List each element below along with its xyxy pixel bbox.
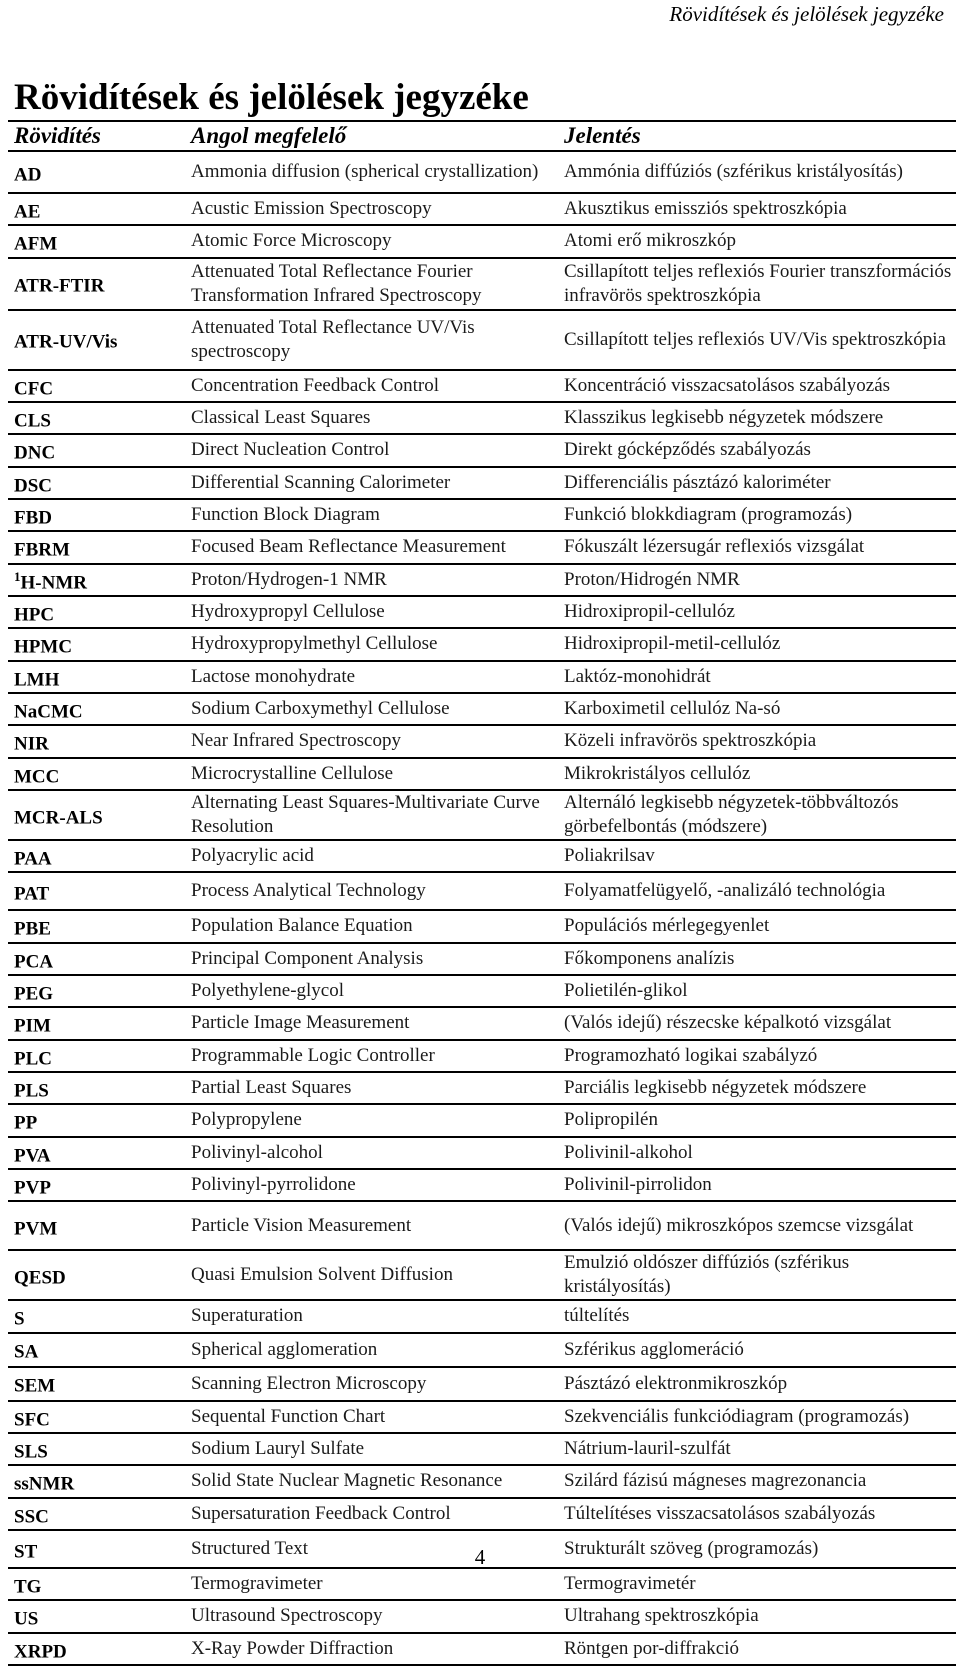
english-term-cell: Spherical agglomeration xyxy=(185,1333,558,1367)
table-row xyxy=(8,310,956,370)
abbreviation-cell xyxy=(8,596,185,628)
meaning-cell: Nátrium-lauril-szulfát xyxy=(558,1433,956,1465)
english-term-cell: Near Infrared Spectroscopy xyxy=(185,725,558,757)
abbreviation-cell xyxy=(8,628,185,660)
meaning-cell: Ammónia diffúziós (szférikus kristályosítás) xyxy=(558,151,956,193)
table-row xyxy=(8,1633,956,1665)
abbreviation-cell xyxy=(8,1367,185,1401)
english-term-cell: Focused Beam Reflectance Measurement xyxy=(185,531,558,563)
table-row xyxy=(8,910,956,942)
table-row xyxy=(8,1137,956,1169)
abbreviation-cell xyxy=(8,310,185,370)
meaning-cell: Főkomponens analízis xyxy=(558,943,956,975)
abbreviation-text: CLS xyxy=(14,410,51,432)
english-term-cell: Scanning Electron Microscopy xyxy=(185,1367,558,1401)
abbreviation-text: SLS xyxy=(14,1441,48,1463)
page-number: 4 xyxy=(474,1545,486,1569)
abbreviation-cell xyxy=(8,1600,185,1632)
table-header xyxy=(8,121,956,151)
english-term-cell: Concentration Feedback Control xyxy=(185,370,558,402)
meaning-cell: Polivinil-pirrolidon xyxy=(558,1169,956,1201)
abbreviation-cell xyxy=(8,370,185,402)
meaning-cell: Szférikus agglomeráció xyxy=(558,1333,956,1367)
abbreviation-text: PVA xyxy=(14,1144,51,1166)
abbreviation-text: ST xyxy=(14,1541,38,1562)
english-term-cell: Supersaturation Feedback Control xyxy=(185,1498,558,1530)
meaning-cell: Mikrokristályos cellulóz xyxy=(558,758,956,790)
abbreviation-text: XRPD xyxy=(14,1640,67,1662)
meaning-cell: Polipropilén xyxy=(558,1104,956,1136)
abbreviation-text: HPMC xyxy=(14,636,73,658)
meaning-cell: Klasszikus legkisebb négyzetek módszere xyxy=(558,402,956,434)
table-row xyxy=(8,370,956,402)
table-row xyxy=(8,1104,956,1136)
english-term-cell: X-Ray Powder Diffraction xyxy=(185,1633,558,1665)
abbreviation-cell xyxy=(8,1568,185,1600)
meaning-cell: Akusztikus emissziós spektroszkópia xyxy=(558,193,956,225)
meaning-cell: (Valós idejű) részecske képalkotó vizsgálat xyxy=(558,1007,956,1039)
abbreviation-cell xyxy=(8,790,185,840)
abbreviation-cell xyxy=(8,193,185,225)
meaning-cell: (Valós idejű) mikroszkópos szemcse vizsgálat xyxy=(558,1201,956,1250)
header-row xyxy=(8,121,956,151)
abbreviation-cell xyxy=(8,1072,185,1104)
english-term-cell: Sodium Carboxymethyl Cellulose xyxy=(185,693,558,725)
meaning-cell: Csillapított teljes reflexiós Fourier transzformációs infravörös spektroszkópia xyxy=(558,258,956,310)
abbreviation-cell xyxy=(8,872,185,910)
table-row xyxy=(8,790,956,840)
abbreviation-cell xyxy=(8,1333,185,1367)
meaning-cell: Koncentráció visszacsatolásos szabályozás xyxy=(558,370,956,402)
meaning-cell: Polietilén-glikol xyxy=(558,975,956,1007)
english-term-cell: Ultrasound Spectroscopy xyxy=(185,1600,558,1632)
abbreviation-text: PVP xyxy=(14,1177,51,1199)
table-row xyxy=(8,725,956,757)
meaning-cell: Hidroxipropil-metil-cellulóz xyxy=(558,628,956,660)
table-row xyxy=(8,225,956,257)
abbreviation-cell xyxy=(8,258,185,310)
abbreviation-cell xyxy=(8,1169,185,1201)
abbreviation-text: MCC xyxy=(14,765,60,787)
column-header-abbreviation: Rövidítés xyxy=(8,121,185,151)
table-row xyxy=(8,193,956,225)
abbreviation-cell xyxy=(8,1104,185,1136)
abbreviation-cell xyxy=(8,434,185,466)
english-term-cell: Polivinyl-alcohol xyxy=(185,1137,558,1169)
meaning-cell: Hidroxipropil-cellulóz xyxy=(558,596,956,628)
abbreviation-cell xyxy=(8,151,185,193)
meaning-cell: Emulzió oldószer diffúziós (szférikus kristályosítás) xyxy=(558,1250,956,1300)
abbreviation-text: ATR-UV/Vis xyxy=(14,331,118,353)
english-term-cell: Termogravimeter xyxy=(185,1568,558,1600)
abbreviation-text: AD xyxy=(14,164,42,186)
table-row xyxy=(8,1250,956,1300)
table-row xyxy=(8,1201,956,1250)
meaning-cell: Ultrahang spektroszkópia xyxy=(558,1600,956,1632)
english-term-cell: Differential Scanning Calorimeter xyxy=(185,467,558,499)
english-term-cell: Attenuated Total Reflectance Fourier Transformation Infrared Spectroscopy xyxy=(185,258,558,310)
abbreviation-text: AFM xyxy=(14,233,58,255)
abbreviation-cell xyxy=(8,225,185,257)
column-header-english: Angol megfelelő xyxy=(185,121,558,151)
table-row xyxy=(8,693,956,725)
table-row xyxy=(8,1498,956,1530)
abbreviation-text: ATR-FTIR xyxy=(14,275,105,297)
english-term-cell: Attenuated Total Reflectance UV/Vis spectroscopy xyxy=(185,310,558,370)
table-row xyxy=(8,872,956,910)
table-body xyxy=(8,151,956,1665)
english-term-cell: Atomic Force Microscopy xyxy=(185,225,558,257)
meaning-cell: Csillapított teljes reflexiós UV/Vis spektroszkópia xyxy=(558,310,956,370)
table-row xyxy=(8,402,956,434)
table-row xyxy=(8,1433,956,1465)
abbreviation-text: PIM xyxy=(14,1015,51,1037)
english-term-cell: Microcrystalline Cellulose xyxy=(185,758,558,790)
abbreviation-cell xyxy=(8,1465,185,1497)
abbreviation-cell xyxy=(8,402,185,434)
table-row xyxy=(8,661,956,693)
table-row xyxy=(8,1333,956,1367)
table-row xyxy=(8,1072,956,1104)
english-term-cell: Proton/Hydrogen-1 NMR xyxy=(185,564,558,596)
meaning-cell: Parciális legkisebb négyzetek módszere xyxy=(558,1072,956,1104)
table-row xyxy=(8,499,956,531)
meaning-cell: Röntgen por-diffrakció xyxy=(558,1633,956,1665)
english-term-cell: Ammonia diffusion (spherical crystallization) xyxy=(185,151,558,193)
abbreviation-cell xyxy=(8,1007,185,1039)
abbreviation-cell xyxy=(8,1300,185,1332)
abbreviation-cell xyxy=(8,725,185,757)
abbreviation-cell xyxy=(8,1137,185,1169)
abbreviation-text: PCA xyxy=(14,950,54,972)
english-term-cell: Sodium Lauryl Sulfate xyxy=(185,1433,558,1465)
abbreviation-cell xyxy=(8,910,185,942)
english-term-cell: Polypropylene xyxy=(185,1104,558,1136)
abbreviation-text: MCR-ALS xyxy=(14,807,103,829)
abbreviation-cell xyxy=(8,758,185,790)
meaning-cell: túltelítés xyxy=(558,1300,956,1332)
meaning-cell: Szilárd fázisú mágneses magrezonancia xyxy=(558,1465,956,1497)
abbreviation-text: H-NMR xyxy=(20,571,87,593)
meaning-cell: Közeli infravörös spektroszkópia xyxy=(558,725,956,757)
english-term-cell: Structured Text xyxy=(185,1530,558,1568)
table-row xyxy=(8,628,956,660)
abbreviation-text: AE xyxy=(14,201,41,223)
table-row xyxy=(8,1465,956,1497)
english-term-cell: Population Balance Equation xyxy=(185,910,558,942)
english-term-cell: Polivinyl-pyrrolidone xyxy=(185,1169,558,1201)
table-row xyxy=(8,151,956,193)
table-row xyxy=(8,943,956,975)
table-row xyxy=(8,1568,956,1600)
abbreviation-cell xyxy=(8,1498,185,1530)
english-term-cell: Partial Least Squares xyxy=(185,1072,558,1104)
meaning-cell: Populációs mérlegegyenlet xyxy=(558,910,956,942)
meaning-cell: Poliakrilsav xyxy=(558,840,956,872)
abbreviation-text: SA xyxy=(14,1341,39,1363)
abbreviation-cell xyxy=(8,467,185,499)
meaning-cell: Laktóz-monohidrát xyxy=(558,661,956,693)
english-term-cell: Particle Image Measurement xyxy=(185,1007,558,1039)
abbreviation-text: SEM xyxy=(14,1375,56,1397)
meaning-cell: Differenciális pásztázó kaloriméter xyxy=(558,467,956,499)
english-term-cell: Solid State Nuclear Magnetic Resonance xyxy=(185,1465,558,1497)
abbreviation-text: PLS xyxy=(14,1080,49,1102)
english-term-cell: Programmable Logic Controller xyxy=(185,1040,558,1072)
abbreviation-text: PEG xyxy=(14,983,54,1005)
abbreviation-text: PP xyxy=(14,1112,38,1134)
abbreviation-cell xyxy=(8,1040,185,1072)
english-term-cell: Polyethylene-glycol xyxy=(185,975,558,1007)
abbreviation-cell xyxy=(8,661,185,693)
abbreviation-text: DNC xyxy=(14,442,56,464)
english-term-cell: Direct Nucleation Control xyxy=(185,434,558,466)
meaning-cell: Atomi erő mikroszkóp xyxy=(558,225,956,257)
abbreviation-cell xyxy=(8,943,185,975)
table-row xyxy=(8,1169,956,1201)
abbreviation-text: NaCMC xyxy=(14,701,83,723)
abbreviation-cell xyxy=(8,1633,185,1665)
meaning-cell: Folyamatfelügyelő, -analizáló technológia xyxy=(558,872,956,910)
english-term-cell: Polyacrylic acid xyxy=(185,840,558,872)
abbreviation-text: PAA xyxy=(14,848,52,870)
meaning-cell: Direkt gócképződés szabályozás xyxy=(558,434,956,466)
abbreviation-text: CFC xyxy=(14,377,54,399)
abbreviation-cell xyxy=(8,975,185,1007)
table-row xyxy=(8,1367,956,1401)
table-row xyxy=(8,596,956,628)
english-term-cell: Function Block Diagram xyxy=(185,499,558,531)
abbreviation-text: NIR xyxy=(14,733,49,755)
english-term-cell: Hydroxypropylmethyl Cellulose xyxy=(185,628,558,660)
english-term-cell: Process Analytical Technology xyxy=(185,872,558,910)
page-title: Rövidítések és jelölések jegyzéke xyxy=(14,77,529,118)
meaning-cell: Termogravimetér xyxy=(558,1568,956,1600)
table-row xyxy=(8,1040,956,1072)
meaning-cell: Karboximetil cellulóz Na-só xyxy=(558,693,956,725)
abbreviation-text: US xyxy=(14,1608,39,1630)
abbreviation-text: SSC xyxy=(14,1505,49,1527)
abbreviation-text: HPC xyxy=(14,604,55,626)
table-row xyxy=(8,1300,956,1332)
abbreviation-cell xyxy=(8,564,185,596)
abbreviation-text: FBD xyxy=(14,507,52,529)
meaning-cell: Fókuszált lézersugár reflexiós vizsgálat xyxy=(558,531,956,563)
table-row xyxy=(8,531,956,563)
abbreviation-cell xyxy=(8,1201,185,1250)
abbreviation-text: LMH xyxy=(14,668,60,690)
abbreviation-cell xyxy=(8,693,185,725)
meaning-cell: Polivinil-alkohol xyxy=(558,1137,956,1169)
abbreviation-cell xyxy=(8,499,185,531)
meaning-cell: Proton/Hidrogén NMR xyxy=(558,564,956,596)
table-row xyxy=(8,258,956,310)
meaning-cell: Funkció blokkdiagram (programozás) xyxy=(558,499,956,531)
meaning-cell: Túltelítéses visszacsatolásos szabályozás xyxy=(558,1498,956,1530)
table-row xyxy=(8,467,956,499)
abbreviation-cell xyxy=(8,1401,185,1433)
english-term-cell: Lactose monohydrate xyxy=(185,661,558,693)
table-row xyxy=(8,1007,956,1039)
running-header: Rövidítések és jelölések jegyzéke xyxy=(669,2,944,26)
abbreviation-text: PAT xyxy=(14,883,50,905)
english-term-cell: Particle Vision Measurement xyxy=(185,1201,558,1250)
english-term-cell: Acustic Emission Spectroscopy xyxy=(185,193,558,225)
table-row xyxy=(8,434,956,466)
table-row xyxy=(8,564,956,596)
english-term-cell: Classical Least Squares xyxy=(185,402,558,434)
abbreviation-text: S xyxy=(14,1308,25,1330)
english-term-cell: Alternating Least Squares-Multivariate Curve Resolution xyxy=(185,790,558,840)
abbreviation-text: SFC xyxy=(14,1408,50,1430)
meaning-cell: Szekvenciális funkciódiagram (programozás) xyxy=(558,1401,956,1433)
table-row xyxy=(8,1600,956,1632)
table-row xyxy=(8,840,956,872)
abbreviation-cell xyxy=(8,531,185,563)
english-term-cell: Sequental Function Chart xyxy=(185,1401,558,1433)
abbreviation-text: PBE xyxy=(14,918,51,940)
abbreviation-cell xyxy=(8,1250,185,1300)
table-row xyxy=(8,975,956,1007)
abbreviation-text: QESD xyxy=(14,1267,66,1289)
abbreviation-text: ssNMR xyxy=(14,1473,75,1495)
abbreviation-text: TG xyxy=(14,1576,42,1598)
abbreviations-table xyxy=(8,120,956,1666)
column-header-meaning: Jelentés xyxy=(558,121,956,151)
english-term-cell: Superaturation xyxy=(185,1300,558,1332)
abbreviation-cell xyxy=(8,840,185,872)
meaning-cell: Pásztázó elektronmikroszkóp xyxy=(558,1367,956,1401)
english-term-cell: Hydroxypropyl Cellulose xyxy=(185,596,558,628)
meaning-cell: Programozható logikai szabályzó xyxy=(558,1040,956,1072)
abbreviation-text: FBRM xyxy=(14,539,70,561)
english-term-cell: Quasi Emulsion Solvent Diffusion xyxy=(185,1250,558,1300)
meaning-cell: Alternáló legkisebb négyzetek-többváltozós görbefelbontás (módszere) xyxy=(558,790,956,840)
abbreviation-text: PLC xyxy=(14,1047,52,1069)
abbreviation-cell xyxy=(8,1433,185,1465)
english-term-cell: Principal Component Analysis xyxy=(185,943,558,975)
abbreviation-text: DSC xyxy=(14,474,53,496)
table-row xyxy=(8,1401,956,1433)
superscript-mark: 1 xyxy=(14,568,21,584)
abbreviation-text: PVM xyxy=(14,1217,58,1239)
meaning-cell: Strukturált szöveg (programozás) xyxy=(558,1530,956,1568)
table-row xyxy=(8,758,956,790)
